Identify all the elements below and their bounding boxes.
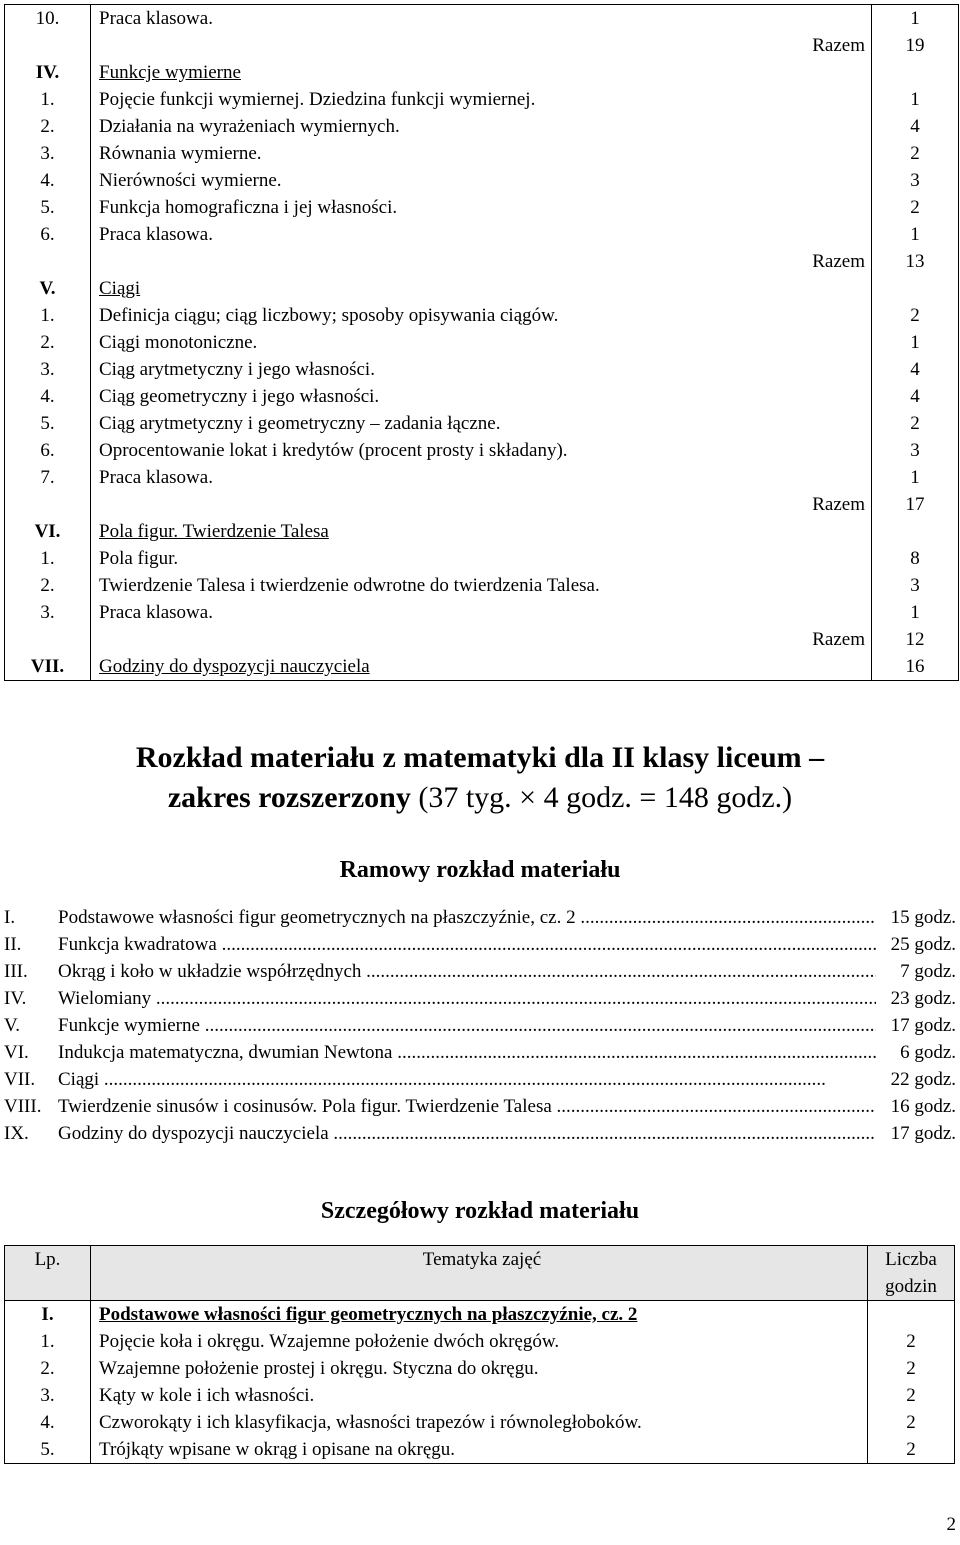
header-hours-line2: godzin: [885, 1276, 937, 1297]
table-row: [5, 437, 959, 464]
table-row: [5, 248, 959, 275]
section-title: Podstawowe własności figur geometrycznych na płaszczyźnie, cz. 2: [99, 1304, 638, 1325]
item-number: I.: [4, 907, 16, 928]
list-item: [4, 1066, 956, 1093]
table-row: [5, 545, 959, 572]
row-number: 1.: [5, 302, 91, 329]
topic-cell: Działania na wyrażeniach wymiernych.: [91, 113, 872, 140]
razem-label: Razem: [91, 491, 872, 518]
table-row: [5, 329, 959, 356]
section-cell: [91, 275, 872, 302]
topic-cell: Czworokąty i ich klasyfikacja, własności trapezów i równoległoboków.: [91, 1409, 868, 1436]
row-hours: 13: [872, 248, 959, 275]
table-row: [5, 221, 959, 248]
section-title: Ciągi: [99, 278, 141, 299]
row-hours: 2: [872, 410, 959, 437]
razem-label: Razem: [91, 626, 872, 653]
row-hours: [872, 518, 959, 545]
list-item: [4, 904, 956, 931]
table-row: [5, 572, 959, 599]
table-row: [5, 1301, 955, 1329]
section-title: Funkcje wymierne: [99, 62, 241, 83]
row-number: 3.: [5, 599, 91, 626]
row-number: 3.: [5, 356, 91, 383]
row-hours: [872, 275, 959, 302]
item-title: Funkcja kwadratowa .....: [58, 931, 876, 958]
item-number: IV.: [4, 988, 27, 1009]
row-hours: [868, 1301, 955, 1329]
row-hours: 4: [872, 356, 959, 383]
row-hours: 4: [872, 113, 959, 140]
row-number: 5.: [5, 194, 91, 221]
row-number: [5, 32, 91, 59]
item-hours: 16 godz.: [889, 1093, 956, 1120]
row-hours: 3: [872, 167, 959, 194]
row-number: 3.: [5, 1382, 91, 1409]
header-lp: Lp.: [5, 1246, 91, 1301]
row-hours: 2: [872, 302, 959, 329]
topic-cell: Równania wymierne.: [91, 140, 872, 167]
table-row: [5, 167, 959, 194]
row-number: 4.: [5, 167, 91, 194]
top-schedule-table: [4, 4, 959, 681]
row-number: VII.: [5, 653, 91, 681]
topic-cell: Pola figur.: [91, 545, 872, 572]
item-hours: 7 godz.: [898, 958, 956, 985]
row-number: 6.: [5, 221, 91, 248]
row-hours: 2: [868, 1382, 955, 1409]
table-row: [5, 140, 959, 167]
row-hours: 2: [868, 1328, 955, 1355]
row-number: 4.: [5, 383, 91, 410]
table-row: [5, 626, 959, 653]
header-hours: [868, 1246, 955, 1301]
item-hours: 15 godz.: [889, 904, 956, 931]
row-hours: 4: [872, 383, 959, 410]
list-item: [4, 985, 956, 1012]
table-row: [5, 1328, 955, 1355]
row-hours: 8: [872, 545, 959, 572]
list-item: [4, 931, 956, 958]
item-hours: 6 godz.: [898, 1039, 956, 1066]
row-number: VI.: [5, 518, 91, 545]
item-number: VII.: [4, 1069, 36, 1090]
item-hours: 17 godz.: [889, 1120, 956, 1147]
row-hours: 1: [872, 599, 959, 626]
topic-cell: Funkcja homograficzna i jej własności.: [91, 194, 872, 221]
header-topic: Tematyka zajęć: [91, 1246, 868, 1301]
topic-cell: Wzajemne położenie prostej i okręgu. Styczna do okręgu.: [91, 1355, 868, 1382]
table-header-row: [5, 1246, 955, 1301]
row-number: [5, 626, 91, 653]
page-number: 2: [946, 1514, 956, 1535]
section-title: Pola figur. Twierdzenie Talesa: [99, 521, 329, 542]
item-hours: 22 godz.: [889, 1066, 956, 1093]
row-number: 5.: [5, 1436, 91, 1464]
table-row: [5, 410, 959, 437]
razem-label: Razem: [91, 248, 872, 275]
table-row: [5, 599, 959, 626]
topic-cell: Twierdzenie Talesa i twierdzenie odwrotne do twierdzenia Talesa.: [91, 572, 872, 599]
topic-cell: Praca klasowa.: [91, 221, 872, 248]
table-row: [5, 113, 959, 140]
row-number: 1.: [5, 86, 91, 113]
topic-cell: Praca klasowa.: [91, 464, 872, 491]
table-row: [5, 59, 959, 86]
row-hours: 1: [872, 464, 959, 491]
topic-cell: Ciąg geometryczny i jego własności.: [91, 383, 872, 410]
topic-cell: Praca klasowa.: [91, 599, 872, 626]
row-number: 7.: [5, 464, 91, 491]
table-row: [5, 1382, 955, 1409]
topic-cell: Ciąg arytmetyczny i geometryczny – zadania łączne.: [91, 410, 872, 437]
ramowy-list: [4, 904, 956, 1147]
table-row: [5, 518, 959, 545]
topic-cell: Definicja ciągu; ciąg liczbowy; sposoby opisywania ciągów.: [91, 302, 872, 329]
ramowy-title: Ramowy rozkład materiału: [339, 857, 621, 883]
list-item: [4, 1120, 956, 1147]
item-number: IX.: [4, 1123, 29, 1144]
row-hours: 2: [872, 194, 959, 221]
section-cell: [91, 518, 872, 545]
table-row: [5, 194, 959, 221]
list-item: [4, 1093, 956, 1120]
item-title: Podstawowe własności figur geometrycznych na płaszczyźnie, cz. 2 .....: [58, 904, 876, 931]
topic-cell: Pojęcie koła i okręgu. Wzajemne położenie dwóch okręgów.: [91, 1328, 868, 1355]
szczegolowy-table: [4, 1245, 955, 1464]
list-item: [4, 1039, 956, 1066]
row-number: [5, 491, 91, 518]
item-number: II.: [4, 934, 22, 955]
topic-cell: Trójkąty wpisane w okrąg i opisane na okręgu.: [91, 1436, 868, 1464]
item-title: Ciągi .....: [58, 1066, 876, 1093]
item-title: Twierdzenie sinusów i cosinusów. Pola figur. Twierdzenie Talesa .....: [58, 1093, 876, 1120]
row-number: 6.: [5, 437, 91, 464]
row-hours: 19: [872, 32, 959, 59]
row-hours: 2: [868, 1436, 955, 1464]
table-row: [5, 464, 959, 491]
row-number: 10.: [5, 5, 91, 33]
row-hours: 3: [872, 437, 959, 464]
table-row: [5, 653, 959, 681]
title-tail: (37 tyg. × 4 godz. = 148 godz.): [410, 781, 793, 814]
item-title: Godziny do dyspozycji nauczyciela .....: [58, 1120, 876, 1147]
list-item: [4, 958, 956, 985]
header-hours-line1: Liczba: [885, 1249, 937, 1270]
item-number: VI.: [4, 1042, 29, 1063]
document-title: [0, 738, 960, 818]
title-line2: zakres rozszerzony: [167, 781, 411, 814]
table-row: [5, 356, 959, 383]
row-hours: 2: [872, 140, 959, 167]
table-row: [5, 1436, 955, 1464]
item-hours: 25 godz.: [889, 931, 956, 958]
row-number: 2.: [5, 329, 91, 356]
row-number: 2.: [5, 1355, 91, 1382]
title-line1: Rozkład materiału z matematyki dla II klasy liceum –: [135, 741, 825, 774]
section-title: Godziny do dyspozycji nauczyciela: [99, 656, 370, 677]
table-row: [5, 32, 959, 59]
table-row: [5, 302, 959, 329]
item-number: V.: [4, 1015, 21, 1036]
table-row: [5, 1355, 955, 1382]
table-row: [5, 5, 959, 33]
row-hours: [872, 59, 959, 86]
row-number: 2.: [5, 113, 91, 140]
section-cell: [91, 1301, 868, 1329]
item-number: VIII.: [4, 1096, 42, 1117]
row-hours: 16: [872, 653, 959, 681]
row-hours: 17: [872, 491, 959, 518]
row-hours: 1: [872, 5, 959, 33]
row-hours: 1: [872, 86, 959, 113]
row-number: [5, 248, 91, 275]
section-cell: [91, 653, 872, 681]
row-hours: 3: [872, 572, 959, 599]
topic-cell: Nierówności wymierne.: [91, 167, 872, 194]
table-row: [5, 1409, 955, 1436]
item-hours: 23 godz.: [889, 985, 956, 1012]
item-title: Funkcje wymierne .....: [58, 1012, 876, 1039]
topic-cell: Kąty w kole i ich własności.: [91, 1382, 868, 1409]
item-hours: 17 godz.: [889, 1012, 956, 1039]
row-hours: 12: [872, 626, 959, 653]
section-cell: [91, 59, 872, 86]
item-title: Indukcja matematyczna, dwumian Newtona .....: [58, 1039, 876, 1066]
row-number: 1.: [5, 1328, 91, 1355]
topic-cell: Ciągi monotoniczne.: [91, 329, 872, 356]
row-hours: 1: [872, 221, 959, 248]
item-title: Wielomiany .....: [58, 985, 876, 1012]
row-number: 4.: [5, 1409, 91, 1436]
item-title: Okrąg i koło w układzie współrzędnych .....: [58, 958, 876, 985]
szczegolowy-title: Szczegółowy rozkład materiału: [320, 1198, 640, 1224]
topic-cell: Oprocentowanie lokat i kredytów (procent prosty i składany).: [91, 437, 872, 464]
row-number: 2.: [5, 572, 91, 599]
row-number: 1.: [5, 545, 91, 572]
razem-label: Razem: [91, 32, 872, 59]
row-number: 3.: [5, 140, 91, 167]
row-number: V.: [5, 275, 91, 302]
list-item: [4, 1012, 956, 1039]
topic-cell: Praca klasowa.: [91, 5, 872, 33]
row-hours: 1: [872, 329, 959, 356]
table-row: [5, 491, 959, 518]
table-row: [5, 86, 959, 113]
table-row: [5, 383, 959, 410]
topic-cell: Ciąg arytmetyczny i jego własności.: [91, 356, 872, 383]
row-number: I.: [5, 1301, 91, 1329]
item-number: III.: [4, 961, 28, 982]
row-hours: 2: [868, 1355, 955, 1382]
row-hours: 2: [868, 1409, 955, 1436]
topic-cell: Pojęcie funkcji wymiernej. Dziedzina funkcji wymiernej.: [91, 86, 872, 113]
table-row: [5, 275, 959, 302]
row-number: 5.: [5, 410, 91, 437]
row-number: IV.: [5, 59, 91, 86]
